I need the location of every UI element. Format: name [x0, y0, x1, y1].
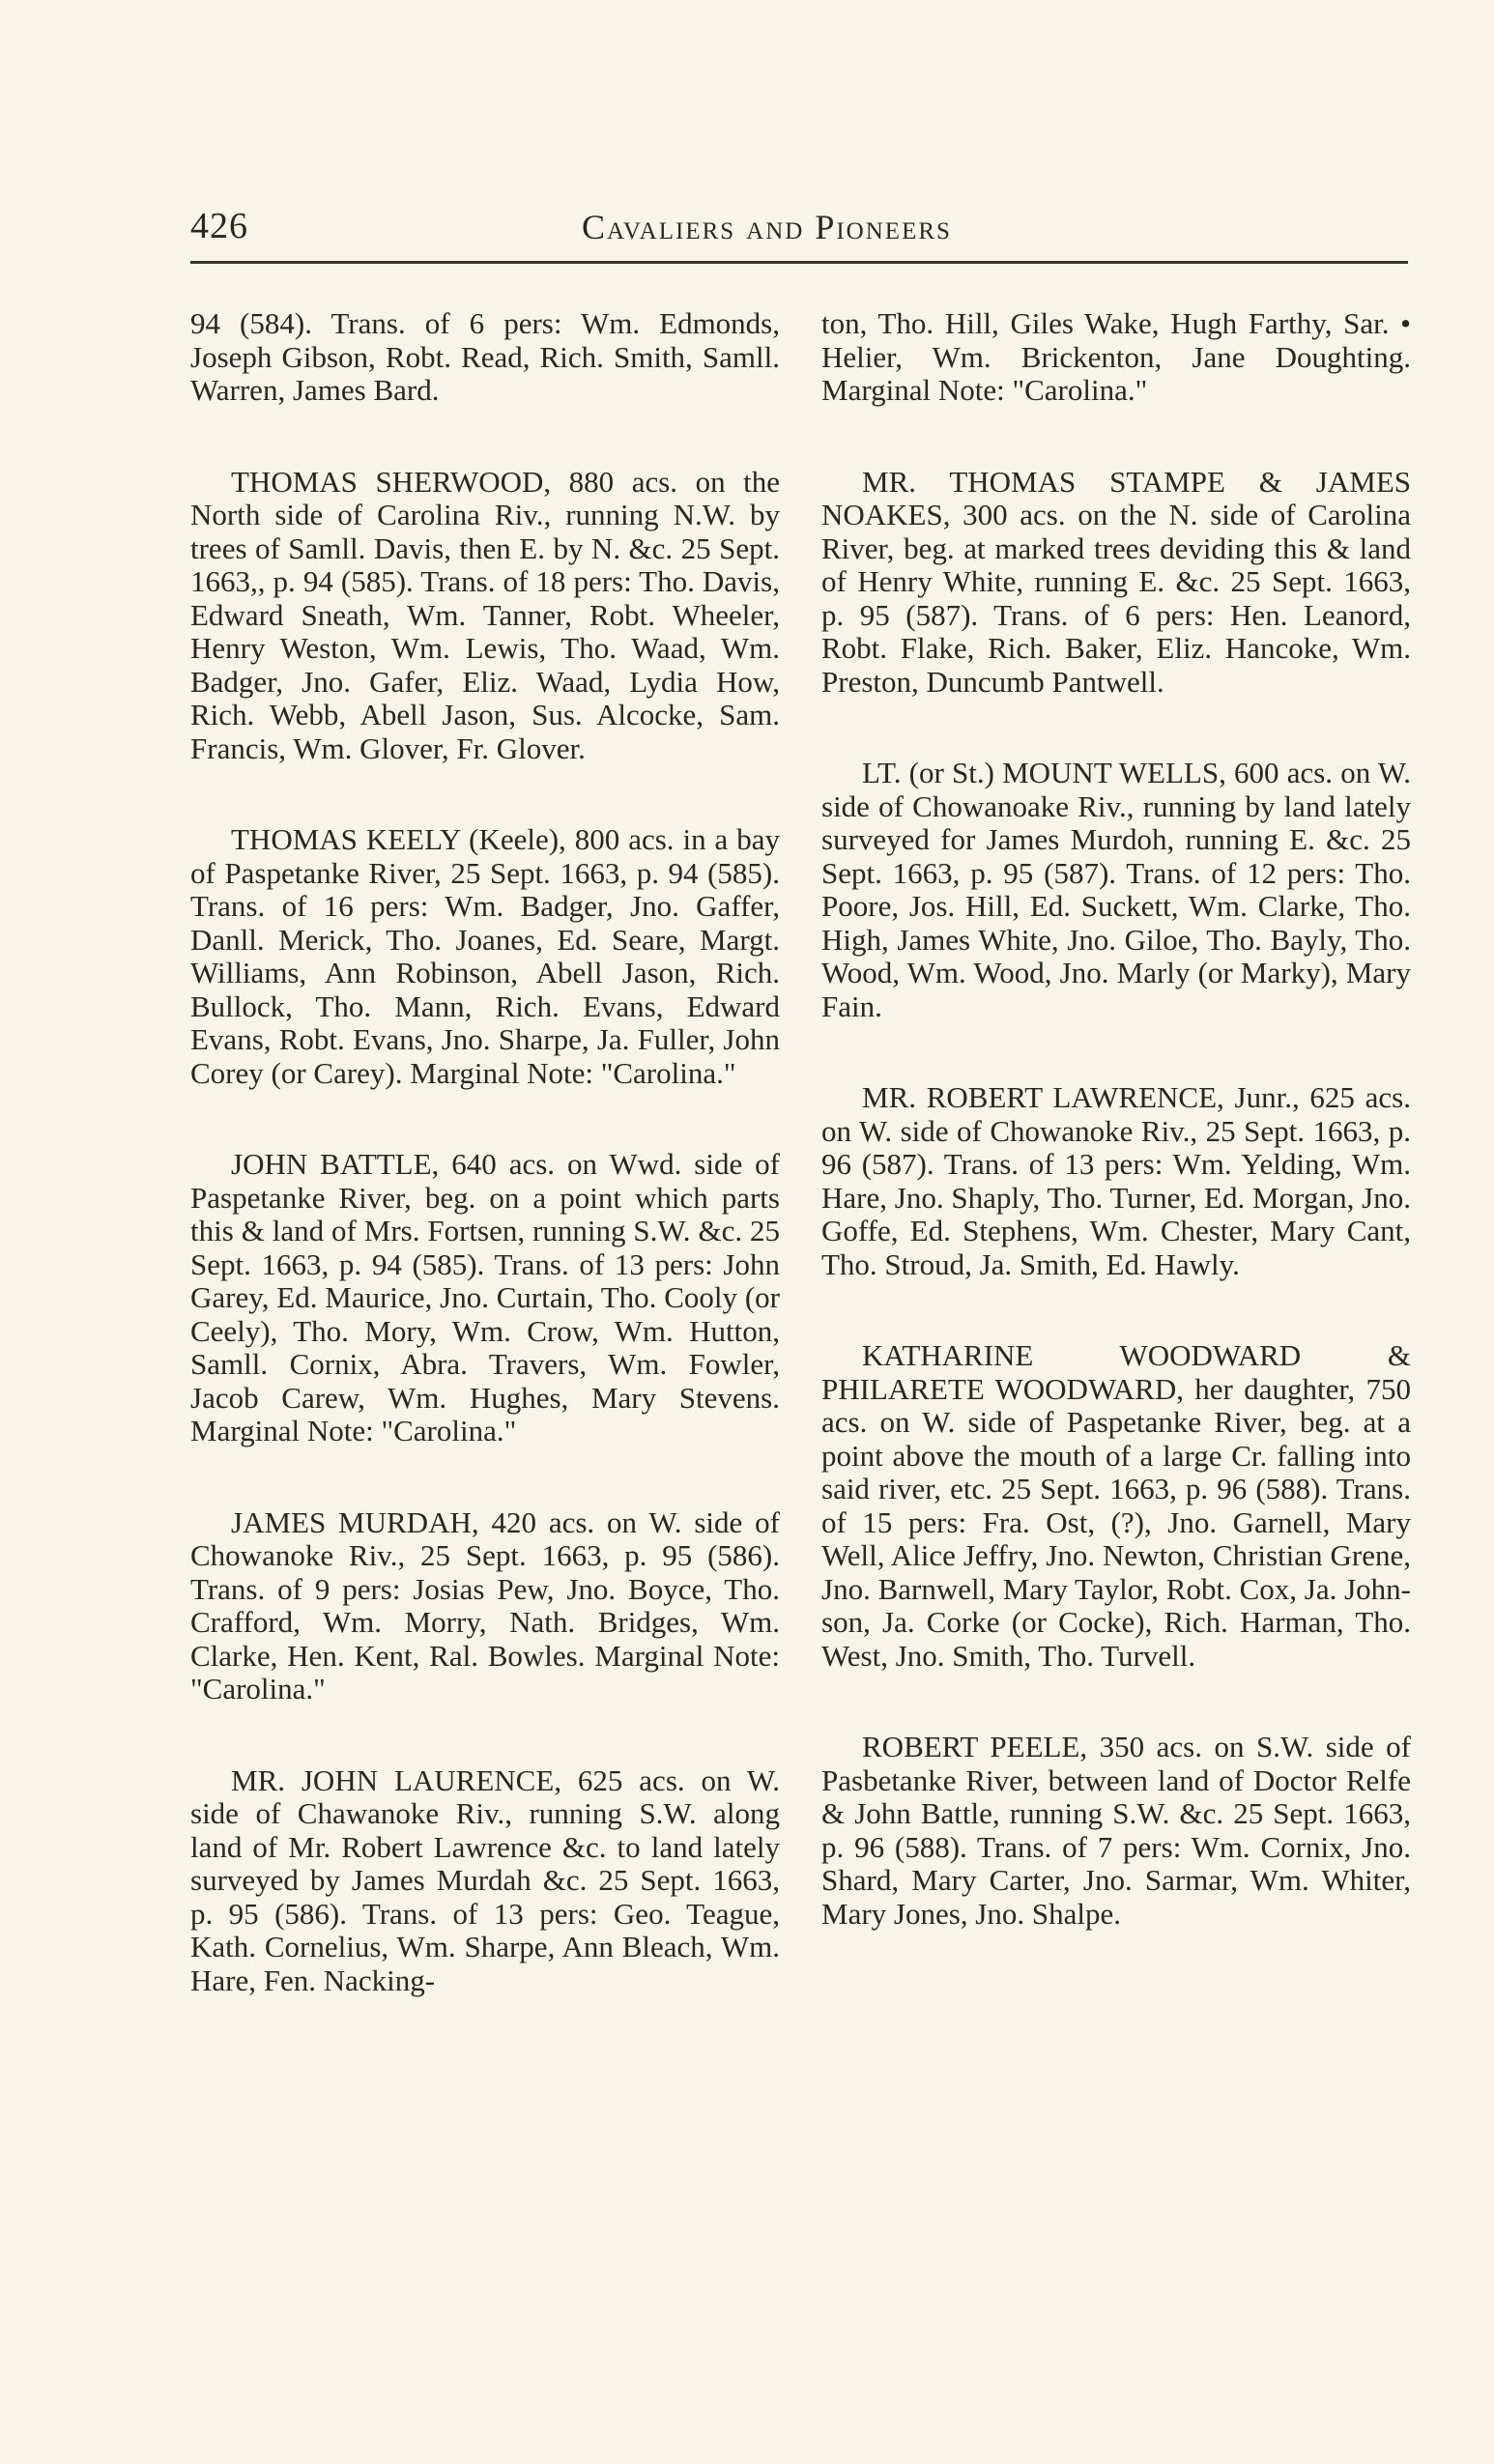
entry-robert-lawrence: MR. ROBERT LAWRENCE, Junr., 625 acs. on W. side of Chowanoke Riv., 25 Sept. 1663, p. 96 (587). Trans. of 13 pers: Wm. Yelding, Wm. Hare, Jno. Shaply, Tho. Turner, Ed. Morgan, Jno. Goffe, Ed. Stephens, Wm. Chester, Mary Cant, Tho. Stroud, Ja. Smith, Ed. Hawly. — [821, 1080, 1411, 1281]
entry-continuation: 94 (584). Trans. of 6 pers: Wm. Edmonds, Joseph Gibson, Robt. Read, Rich. Smith, Samll. Warren, James Bard. — [190, 306, 780, 407]
entry-mount-wells: LT. (or St.) MOUNT WELLS, 600 acs. on W. side of Chowanoake Riv., running by land lately surveyed for James Murdoh, running E. &c. 25 Sept. 1663, p. 95 (587). Trans. of 12 pers: Tho. Poore, Jos. Hill, Ed. Suckett, Wm. Clarke, Tho. High, James White, Jno. Giloe, Tho. Bayly, Tho. Wood, Wm. Wood, Jno. Marly (or Marky), Mary Fain. — [821, 756, 1411, 1023]
page-header — [190, 203, 1408, 264]
entry-john-battle: JOHN BATTLE, 640 acs. on Wwd. side of Paspetanke River, beg. on a point which parts this & land of Mrs. Fortsen, running S.W. &c. 25 Sept. 1663, p. 94 (585). Trans. of 13 pers: John Garey, Ed. Maurice, Jno. Curtain, Tho. Cooly (or Ceely), Tho. Mory, Wm. Crow, Wm. Hutton, Samll. Cornix, Abra. Travers, Wm. Fowler, Jacob Carew, Wm. Hughes, Mary Stevens. Marginal Note: "Carolina." — [190, 1147, 780, 1447]
entry-john-laurence: MR. JOHN LAURENCE, 625 acs. on W. side of Chawanoke Riv., running S.W. along land of Mr. Robert Lawrence &c. to land lately surveyed by James Murdah &c. 25 Sept. 1663, p. 95 (586). Trans. of 13 pers: Geo. Teague, Kath. Cornelius, Wm. Sharpe, Ann Bleach, Wm. Hare, Fen. Nacking- — [190, 1762, 780, 1997]
page-number: 426 — [190, 206, 248, 246]
entry-thomas-sherwood: THOMAS SHERWOOD, 880 acs. on the North side of Carolina Riv., running N.W. by trees of Samll. Davis, then E. by N. &c. 25 Sept. 1663,, p. 94 (585). Trans. of 18 pers: Tho. Davis, Edward Sneath, Wm. Tanner, Robt. Wheeler, Henry Weston, Wm. Lewis, Tho. Waad, Wm. Badger, Jno. Gafer, Eliz. Waad, Lydia How, Rich. Webb, Abell Jason, Sus. Alcocke, Sam. Francis, Wm. Glover, Fr. Glover. — [190, 464, 780, 765]
entry-james-murdah: JAMES MURDAH, 420 acs. on W. side of Chowanoke Riv., 25 Sept. 1663, p. 95 (586). Trans. of 9 pers: Josias Pew, Jno. Boyce, Tho. Crafford, Wm. Morry, Nath. Bridges, Wm. Clarke, Hen. Kent, Ral. Bowles. Marginal Note: "Carolina." — [190, 1504, 780, 1705]
entry-thomas-keely: THOMAS KEELY (Keele), 800 acs. in a bay of Paspetanke River, 25 Sept. 1663, p. 94 (585). Trans. of 16 pers: Wm. Badger, Jno. Gaffer, Danll. Merick, Tho. Joanes, Ed. Seare, Margt. Williams, Ann Robinson, Abell Jason, Rich. Bullock, Tho. Mann, Rich. Evans, Edward Evans, Robt. Evans, Jno. Sharpe, Ja. Fuller, John Corey (or Carey). Marginal Note: "Carolina." — [190, 822, 780, 1090]
entry-woodward: KATHARINE WOODWARD & PHILARETE WOODWARD, her daughter, 750 acs. on W. side of Paspetanke River, beg. at a point above the mouth of a large Cr. falling into said river, etc. 25 Sept. 1663, p. 96 (588). Trans. of 15 pers: Fra. Ost, (?), Jno. Garnell, Mary Well, Alice Jeffry, Jno. Newton, Christian Grene, Jno. Barnwell, Mary Taylor, Robt. Cox, Ja. Johnson, Ja. Corke (or Cocke), Rich. Harman, Tho. West, Jno. Smith, Tho. Turvell. — [821, 1338, 1411, 1673]
running-title: Cavaliers and Pioneers — [582, 208, 952, 246]
entry-robert-peele: ROBERT PEELE, 350 acs. on S.W. side of Pasbetanke River, between land of Doctor Relfe & John Battle, running S.W. &c. 25 Sept. 1663, p. 96 (588). Trans. of 7 pers: Wm. Cornix, Jno. Shard, Mary Carter, Jno. Sarmar, Wm. Whiter, Mary Jones, Jno. Shalpe. — [821, 1730, 1411, 1931]
entry-continuation-right: ton, Tho. Hill, Giles Wake, Hugh Farthy, Sar. • Helier, Wm. Brickenton, Jane Doughting. Marginal Note: "Carolina." — [821, 306, 1411, 407]
entry-stampe-noakes: MR. THOMAS STAMPE & JAMES NOAKES, 300 acs. on the N. side of Carolina River, beg. at marked trees deviding this & land of Henry White, running E. &c. 25 Sept. 1663, p. 95 (587). Trans. of 6 pers: Hen. Leanord, Robt. Flake, Rich. Baker, Eliz. Hancoke, Wm. Preston, Duncumb Pantwell. — [821, 464, 1411, 699]
right-column — [821, 307, 1411, 1989]
left-column — [190, 307, 780, 2055]
